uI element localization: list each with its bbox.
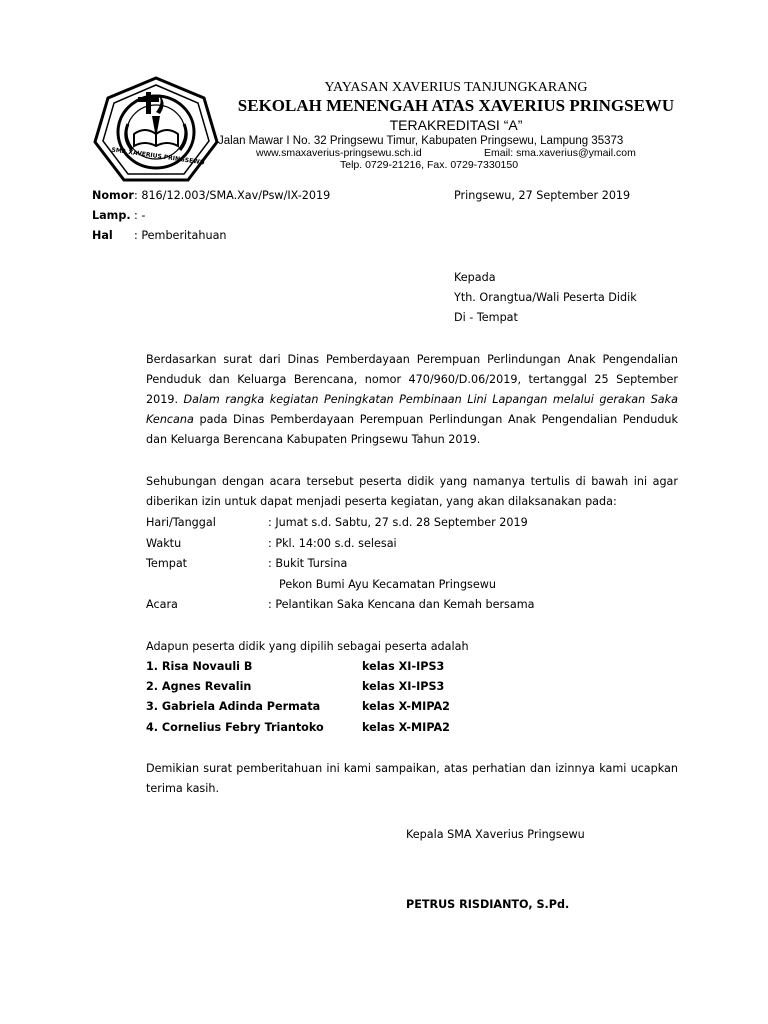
recipient-line-2: Yth. Orangtua/Wali Peserta Didik — [454, 291, 637, 304]
participants-intro: Adapun peserta didik yang dipilih sebagai peserta adalah — [146, 640, 469, 653]
paragraph-1-line-3: 2019. Dalam rangka kegiatan Peningkatan Pembinaan Lini Lapangan melalui gerakan Saka — [146, 393, 678, 406]
accreditation: TERAKREDITASI “A” — [389, 117, 523, 133]
participant-name: 2. Agnes Revalin — [146, 680, 252, 693]
signature-title: Kepala SMA Xaverius Pringsewu — [406, 828, 585, 841]
school-address: Jalan Mawar I No. 32 Pringsewu Timur, Kabupaten Pringsewu, Lampung 35373 — [218, 135, 624, 147]
recipient-line-1: Kepada — [454, 271, 496, 284]
closing-line-1: Demikian surat pemberitahuan ini kami sampaikan, atas perhatian dan izinnya kami ucapkan — [146, 762, 678, 775]
school-phone: Telp. 0729-21216, Fax. 0729-7330150 — [340, 159, 519, 171]
schedule-value: : Pelantikan Saka Kencana dan Kemah bersama — [268, 598, 535, 611]
school-email: Email: sma.xaverius@ymail.com — [484, 147, 636, 159]
lamp-value: : - — [134, 209, 146, 222]
paragraph-2-line-2: diberikan izin untuk dapat menjadi peserta kegiatan, yang akan dilaksanakan pada: — [146, 495, 617, 508]
participant-name: 4. Cornelius Febry Triantoko — [146, 721, 324, 734]
participant-class: kelas X-MIPA2 — [362, 700, 450, 713]
schedule-label: Acara — [146, 598, 178, 611]
paragraph-2-line-1: Sehubungan dengan acara tersebut peserta didik yang namanya tertulis di bawah ini agar — [146, 475, 678, 488]
schedule-label: Hari/Tanggal — [146, 516, 216, 529]
seal-text: SMA XAVERIUS PRINGSEWU — [111, 146, 205, 167]
schedule-value: : Pkl. 14:00 s.d. selesai — [268, 537, 397, 550]
paragraph-1-line-2: Penduduk dan Keluarga Berencana, nomor 470/960/D.06/2019, tertanggal 25 September — [146, 373, 678, 386]
signature-name: PETRUS RISDIANTO, S.Pd. — [406, 898, 570, 911]
participant-class: kelas XI-IPS3 — [362, 680, 445, 693]
paragraph-1-line-4: Kencana pada Dinas Pemberdayaan Perempuan Perlindungan Anak Pengendalian Penduduk — [146, 413, 678, 426]
school-name: SEKOLAH MENENGAH ATAS XAVERIUS PRINGSEWU — [237, 96, 675, 115]
paragraph-1-line-5: dan Keluarga Berencana Kabupaten Pringsewu Tahun 2019. — [146, 433, 481, 446]
schedule-value: : Bukit Tursina — [268, 557, 348, 570]
hal-label: Hal — [92, 229, 113, 242]
schedule-value: : Jumat s.d. Sabtu, 27 s.d. 28 September 2019 — [268, 516, 528, 529]
nomor-label: Nomor — [92, 189, 134, 202]
nomor-value: : 816/12.003/SMA.Xav/Psw/IX-2019 — [134, 189, 331, 202]
school-seal-logo — [92, 76, 220, 188]
foundation-name: YAYASAN XAVERIUS TANJUNGKARANG — [324, 80, 588, 95]
participant-name: 3. Gabriela Adinda Permata — [146, 700, 321, 713]
participant-name: 1. Risa Novauli B — [146, 660, 253, 673]
lamp-label: Lamp. — [92, 209, 131, 222]
participant-class: kelas X-MIPA2 — [362, 721, 450, 734]
closing-line-2: terima kasih. — [146, 782, 220, 795]
hal-value: : Pemberitahuan — [134, 229, 227, 242]
schedule-value-continued: Pekon Bumi Ayu Kecamatan Pringsewu — [279, 578, 497, 591]
schedule-label: Waktu — [146, 537, 182, 550]
schedule-label: Tempat — [146, 557, 188, 570]
letter-date: Pringsewu, 27 September 2019 — [454, 189, 631, 202]
school-website: www.smaxaverius-pringsewu.sch.id — [256, 147, 422, 159]
participant-class: kelas XI-IPS3 — [362, 660, 445, 673]
recipient-line-3: Di - Tempat — [454, 311, 518, 324]
paragraph-1-line-1: Berdasarkan surat dari Dinas Pemberdayaan Perempuan Perlindungan Anak Pengendalian — [146, 353, 678, 366]
